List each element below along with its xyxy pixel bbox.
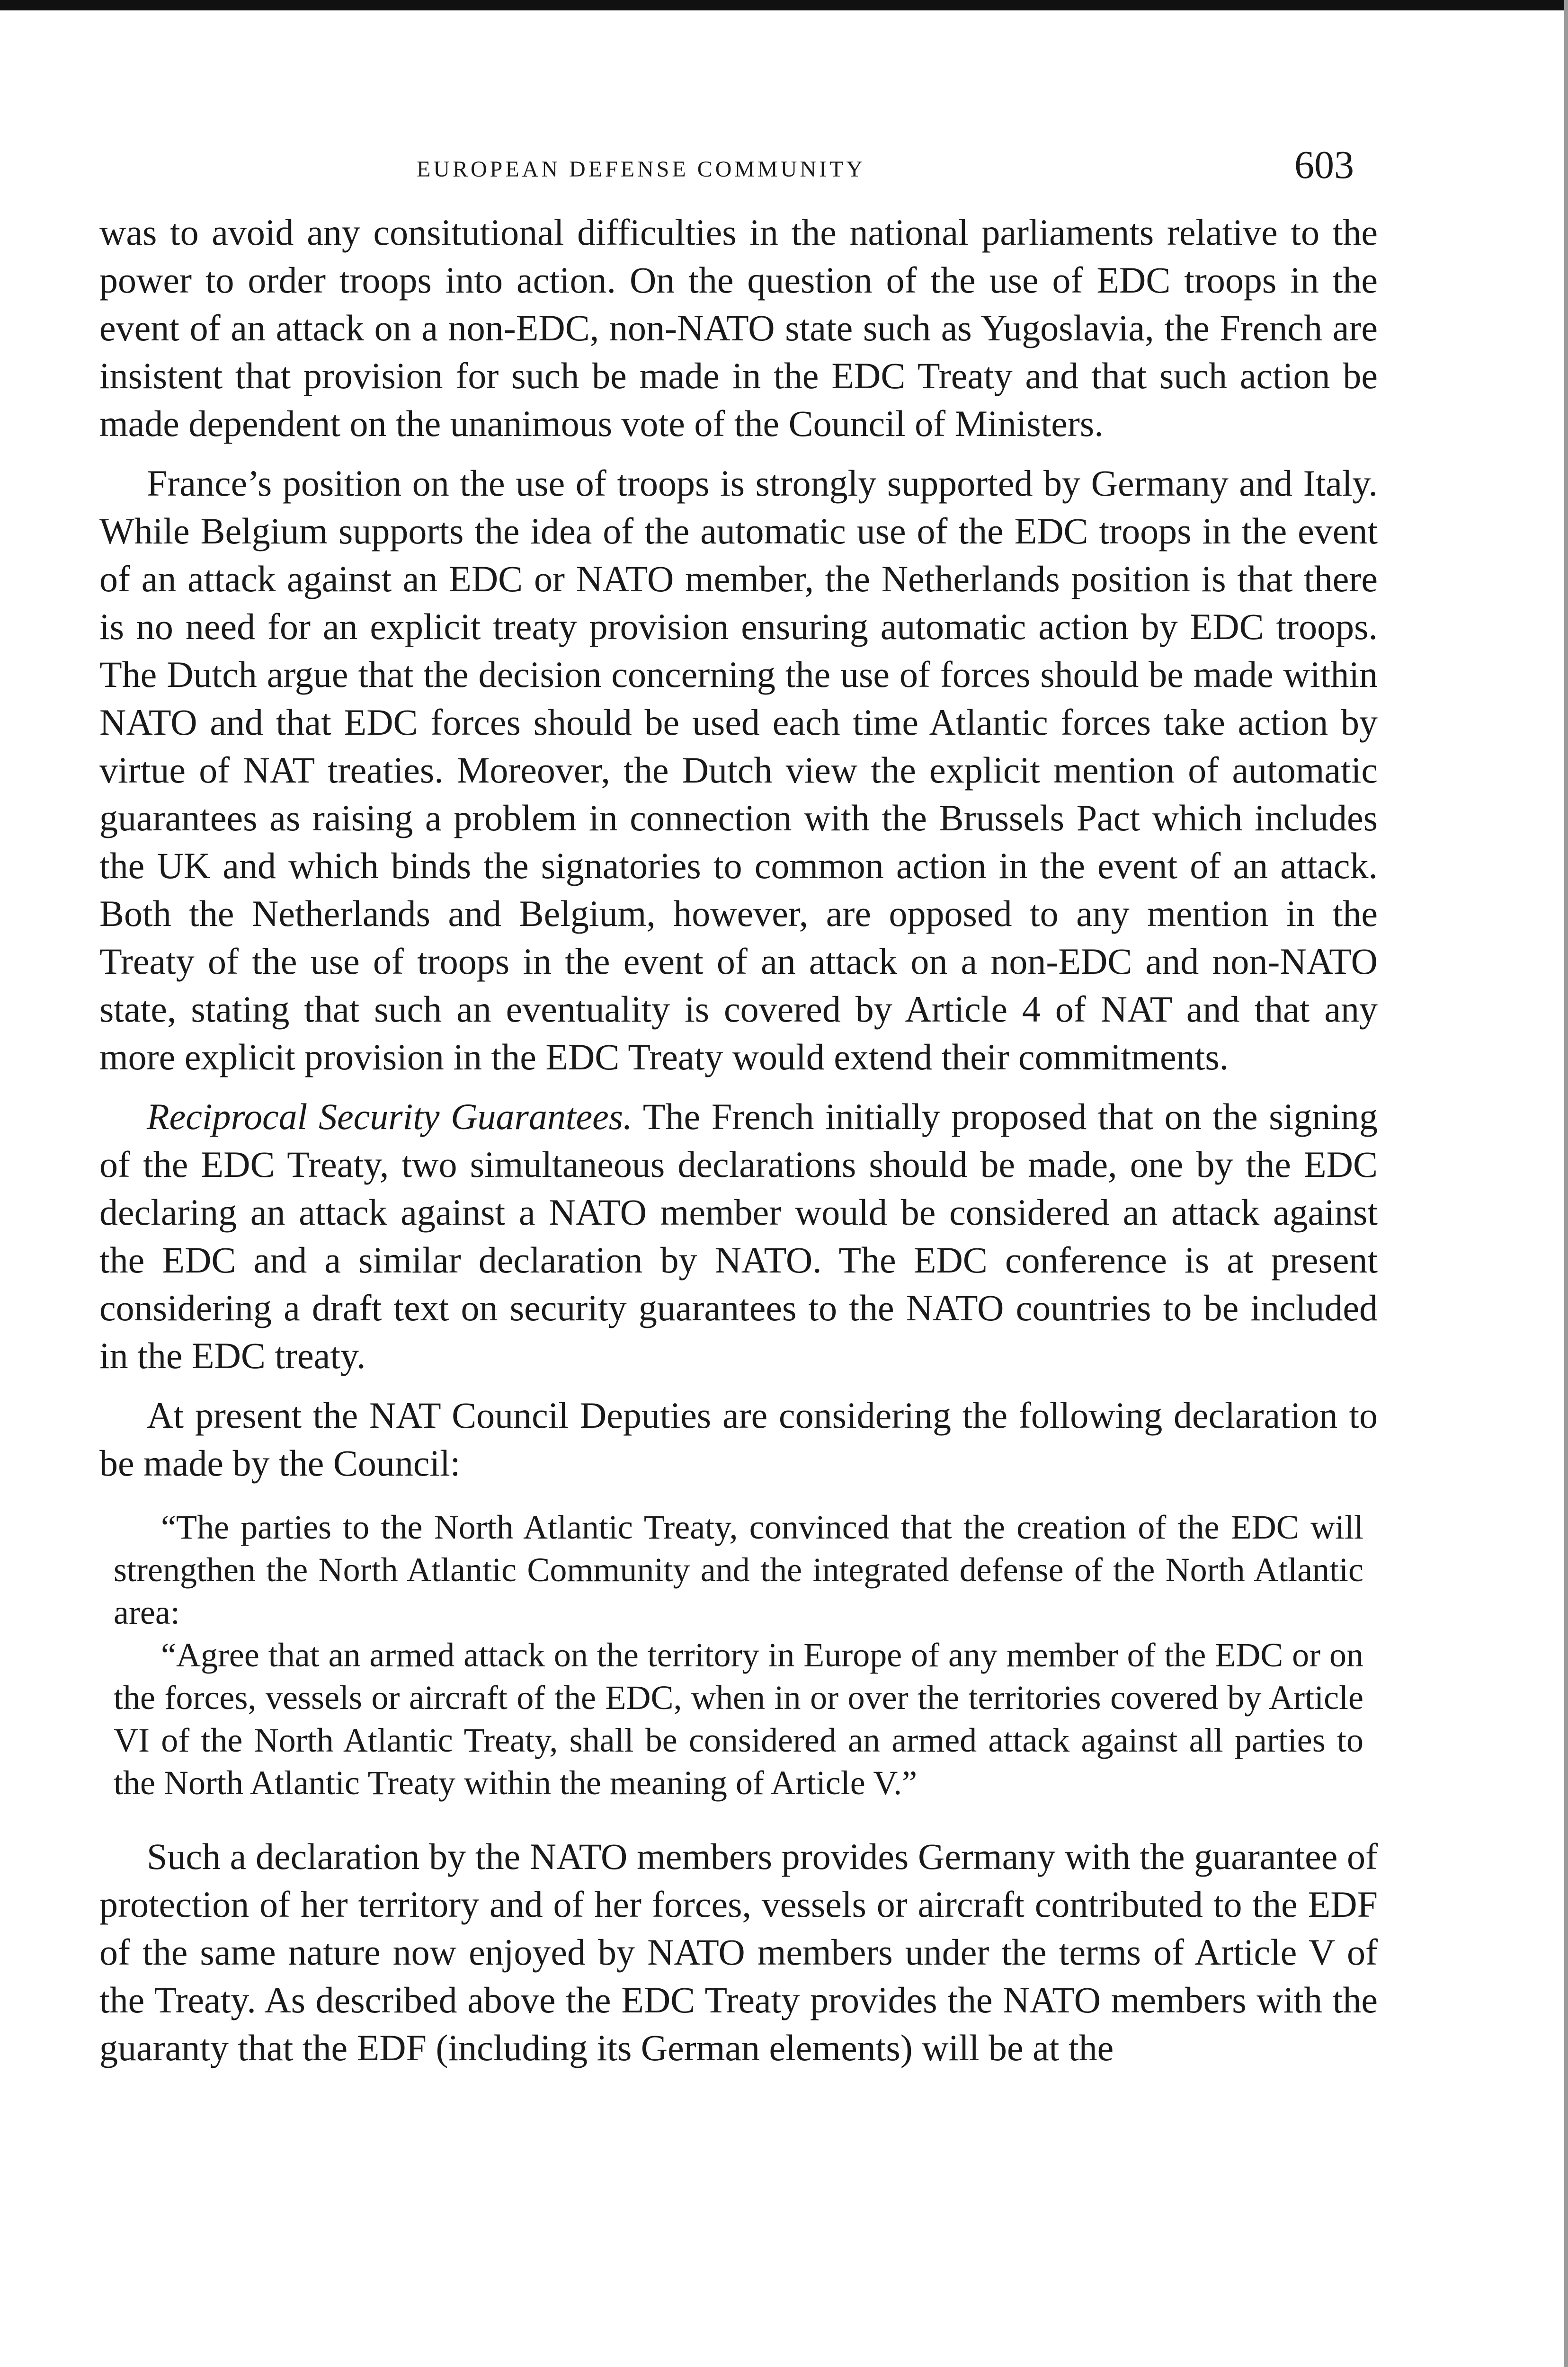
paragraph-3 [99, 1093, 1378, 1379]
paragraph-4: At present the NAT Council Deputies are considering the following declaration to be made by the Council: [99, 1395, 1378, 1484]
quote-paragraph-1: “The parties to the North Atlantic Treaty, convinced that the creation of the EDC will strengthen the North Atlantic Community and the integrated defense of the North Atlantic area: [114, 1508, 1363, 1631]
running-title: EUROPEAN DEFENSE COMMUNITY [417, 157, 866, 182]
top-edge-rule [0, 0, 1568, 10]
declaration-quote [114, 1506, 1378, 1804]
page-number: 603 [1294, 143, 1354, 187]
right-edge-shadow [1564, 0, 1568, 2367]
paragraph-1: was to avoid any consitutional difficulties in the national parliaments relative to the power to order troops into action. On the question of the use of EDC troops in the event of an attack on a non-EDC, non-NATO state such as Yugoslavia, the French are insistent that provision for such be made in the EDC Treaty and that such action be made dependent on the unanimous vote of the Council of Ministers. [99, 212, 1378, 444]
running-head [99, 142, 1378, 199]
quote-paragraph-2: “Agree that an armed attack on the territory in Europe of any member of the EDC or on the forces, vessels or aircraft of the EDC, when in or over the territories covered by Article VI of the North Atlantic Treaty, shall be considered an armed attack against all parties to the North Atlantic Treaty within the meaning of Article V.” [114, 1636, 1363, 1802]
section-heading-reciprocal-security-guarantees: Reciprocal Security Guarantees. [147, 1096, 633, 1137]
paragraph-3-text: The French initially proposed that on the signing of the EDC Treaty, two simultaneous declarations should be made, one by the EDC declaring an attack against a NATO member would be considered an attack against the EDC and a similar declaration by NATO. The EDC conference is at present considering a draft text on security guarantees to the NATO countries to be included in the EDC treaty. [99, 1096, 1378, 1376]
paragraph-2: France’s position on the use of troops is strongly supported by Germany and Italy. While Belgium supports the idea of the automatic use of the EDC troops in the event of an attack against an EDC or NATO member, the Netherlands position is that there is no need for an explicit treaty provision ensuring automatic action by EDC troops. The Dutch argue that the decision concerning the use of forces should be made within NATO and that EDC forces should be used each time Atlantic forces take action by virtue of NAT treaties. Moreover, the Dutch view the explicit mention of automatic guarantees as raising a problem in connection with the Brussels Pact which includes the UK and which binds the signatories to common action in the event of an attack. Both the Netherlands and Belgium, however, are opposed to any mention in the Treaty of the use of troops in the event of an attack on a non-EDC and non-NATO state, stating that such an eventuality is covered by Article 4 of NAT and that any more explicit provision in the EDC Treaty would extend their commitments. [99, 463, 1378, 1077]
document-page [99, 142, 1378, 2072]
paragraph-5: Such a declaration by the NATO members provides Germany with the guarantee of protection of her territory and of her forces, vessels or aircraft contributed to the EDF of the same nature now enjoyed by NATO members under the terms of Article V of the Treaty. As described above the EDC Treaty provides the NATO members with the guaranty that the EDF (including its German elements) will be at the [99, 1836, 1378, 2068]
